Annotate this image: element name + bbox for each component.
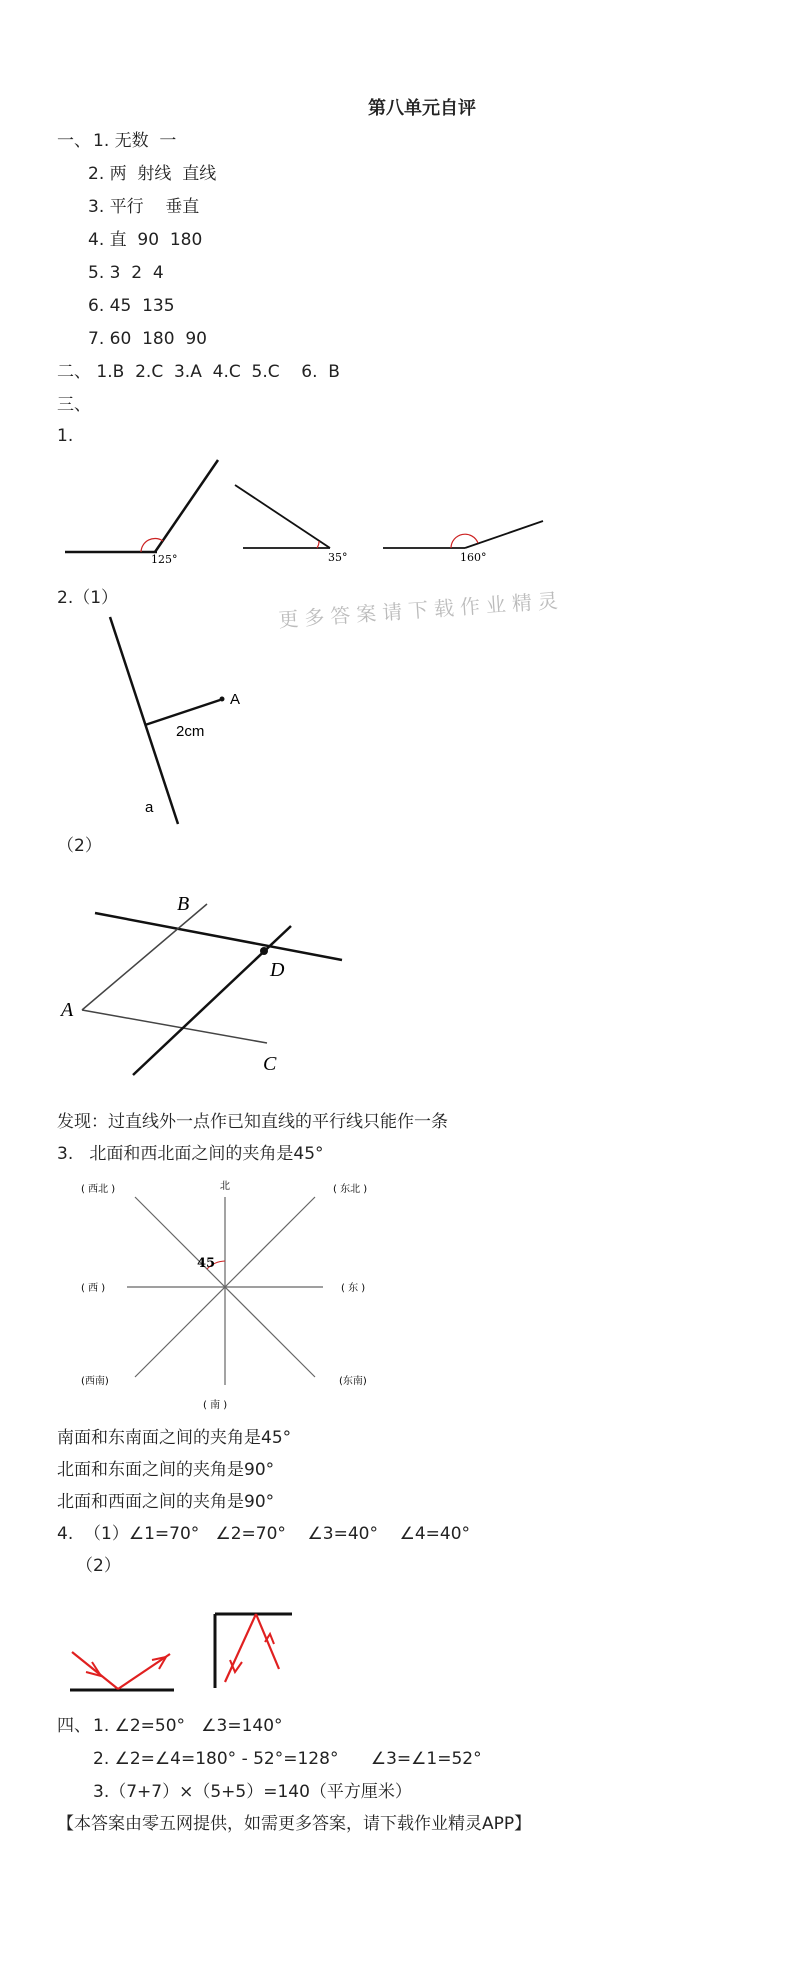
angle-label-125: 125° [151,553,178,566]
q3-1-label: 1. [57,426,74,446]
parallel-figure [55,880,355,1080]
compass-angle-label: 45 [197,1256,216,1271]
angle-125 [65,460,218,552]
point-a2-label: A [61,999,74,1021]
angle-label-160: 160° [460,551,487,564]
section-4-label: 四、 [57,1716,91,1736]
answer-1-1: 1. 无数 一 [93,131,177,151]
section-1-label: 一、 [57,131,91,151]
q3-2-2-label: （2） [57,836,102,856]
compass-figure [65,1175,405,1415]
answer-1-5: 5. 3 2 4 [88,263,164,283]
compass-southwest: (西南) [81,1376,109,1387]
angle-160 [383,521,543,548]
compass-north: 北 [220,1181,230,1192]
compass-northeast: ( 东北 ) [333,1184,368,1195]
answer-4-2: 2. ∠2=∠4=180° - 52°=128° ∠3=∠1=52° [93,1749,482,1769]
answer-1-4: 4. 直 90 180 [88,230,203,250]
reflection-floor [70,1652,174,1690]
section-3-label: 三、 [57,395,91,415]
q3-2-1-label: 2.（1） [57,588,119,608]
section-2-answers: 二、 1.B 2.C 3.A 4.C 5.C 6. B [57,362,340,382]
point-c-label: C [263,1053,277,1075]
q3-3-line1: 3. 北面和西北面之间的夹角是45° [57,1144,324,1164]
answer-4-3: 3.（7+7）×（5+5）=140（平方厘米） [93,1782,412,1802]
q3-3-line2: 南面和东南面之间的夹角是45° [57,1428,292,1448]
reflection-corner [215,1614,292,1688]
watermark: 更多答案请下载作业精灵 [277,588,565,632]
q3-4-1: 4. （1）∠1=70° ∠2=70° ∠3=40° ∠4=40° [57,1524,471,1544]
compass-west: ( 西 ) [81,1283,106,1294]
q3-3-line4: 北面和西面之间的夹角是90° [57,1492,275,1512]
answer-1-2: 2. 两 射线 直线 [88,164,217,184]
q3-2-finding: 发现：过直线外一点作已知直线的平行线只能作一条 [57,1112,448,1132]
footer-note: 【本答案由零五网提供，如需更多答案，请下载作业精灵APP】 [57,1814,532,1834]
answer-1-3: 3. 平行 垂直 [88,197,200,217]
q3-4-2-label: （2） [76,1556,121,1576]
angle-35 [235,485,330,548]
answer-4-1: 1. ∠2=50° ∠3=140° [93,1716,283,1736]
compass-northwest: ( 西北 ) [81,1184,116,1195]
page-title: 第八单元自评 [368,98,476,119]
answer-1-6: 6. 45 135 [88,296,175,316]
compass-south: ( 南 ) [203,1400,228,1411]
point-d-label: D [270,959,285,981]
distance-label: 2cm [176,723,205,740]
angle-label-35: 35° [328,551,348,564]
compass-east: ( 东 ) [341,1283,366,1294]
perpendicular-figure [100,612,300,832]
q3-3-line3: 北面和东面之间的夹角是90° [57,1460,275,1480]
reflection-figures [60,1592,320,1702]
point-a-label: A [230,691,241,708]
compass-southeast: (东南) [339,1376,367,1387]
line-a-label: a [145,799,154,816]
point-b-label: B [177,893,190,915]
answer-1-7: 7. 60 180 90 [88,329,207,349]
angle-figures [55,455,615,565]
